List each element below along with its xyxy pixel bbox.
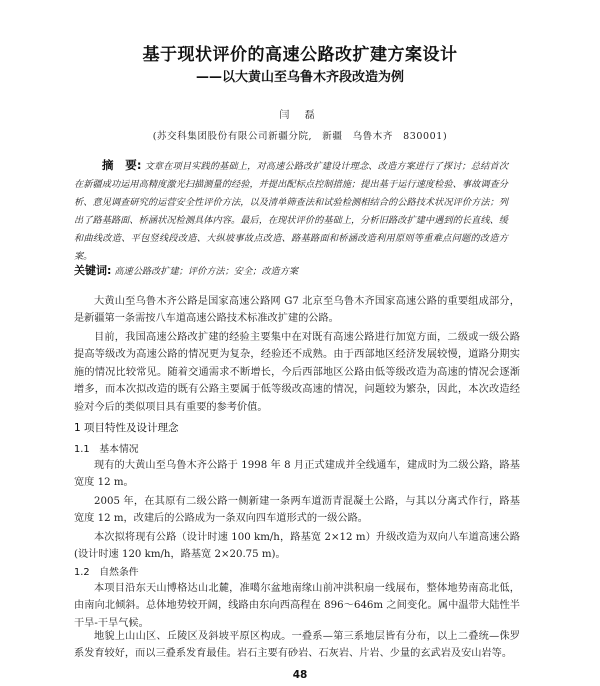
page-number: 48 [292,669,308,681]
paragraph-basic-2: 2005 年，在其原有二级公路一侧新建一条两车道沥青混凝土公路，与其以分离式作行，路基宽度 12 m，改建后的公路成为一条双向四车道形式的一级公路。 [74,496,520,525]
abstract-text: 文章在项目实践的基础上，对高速公路改扩建设计理念、改造方案进行了探讨；总结首次在新疆成功运用高精度激光扫描测量的经验，并提出配标点控制措施；提出基于运行速度检验、事故调查分析、意见调查研究的运营安全性评价方法，以及清单筛查法和试验检测相结合的公路技术状况评价方法；列出了路基路面、桥涵状况检测具体内容。最后，在现状评价的基础上，分析旧路改扩建中遇到的长直线、缓和曲线改造、平包竖线段改造、大纵坡事故点改造、路基路面和桥涵改造利用原则等重难点问题的改造方案。 [74,161,509,262]
author-name: 闫 磊 [279,110,321,121]
paragraph-intro-1: 大黄山至乌鲁木齐公路是国家高速公路网 G7 北京至乌鲁木齐国家高速公路的重要组成部分，是新疆第一条需按八车道高速公路技术标准改扩建的公路。 [74,296,520,325]
section-heading: 1 项目特性及设计理念 [74,422,179,434]
subsection-heading-nature: 1.2 自然条件 [74,567,139,578]
subsection-heading-basic: 1.1 基本情况 [74,444,139,455]
paragraph-nature-2: 地貌上山山区、丘陵区及斜坡平原区构成。一叠系—第三系地层皆有分布，以上二叠统—侏罗系发育较好，而以三叠系发育最佳。岩石主要有砂岩、石灰岩、片岩、少量的玄武岩及安山岩等。 [74,631,520,660]
keywords-label: 关键词: [74,264,112,277]
paragraph-basic-1: 现有的大黄山至乌鲁木齐公路于 1998 年 8 月正式建成并全线通车，建成时为二级公路，路基宽度 12 m。 [74,460,520,489]
abstract-label: 摘 要: [102,158,142,172]
author-affiliation: (苏交科集团股份有限公司新疆分院, 新疆 乌鲁木齐 830001) [152,131,448,142]
paragraph-nature-1: 本项目沿东天山博格达山北麓，准噶尔盆地南缘山前冲洪积扇一线展布，整体地势南高北低，由南向北倾斜。总体地势较开阔，线路由东向西高程在 896～646m 之间变化。属中温带大陆性半干旱-干旱气候。 [74,583,520,629]
paper-subtitle: ——以大黄山至乌鲁木齐段改造为例 [195,70,404,85]
keywords-text: 高速公路改扩建；评价方法；安全；改造方案 [114,266,299,277]
abstract [74,156,508,266]
paper-title: 基于现状评价的高速公路改扩建方案设计 [142,45,458,65]
paragraph-basic-3: 本次拟将现有公路（设计时速 100 km/h，路基宽 2×12 m）升级改造为双向八车道高速公路(设计时速 120 km/h，路基宽 2×20.75 m)。 [74,532,520,561]
paragraph-intro-2: 目前，我国高速公路改扩建的经验主要集中在对既有高速公路进行加宽方面，二级或一级公路提高等级改为高速公路的情况更为复杂，经验还不成熟。由于西部地区经济发展较慢，道路分期实施的情况比较常见。随着交通需求不断增长，今后西部地区公路由低等级改造为高速的情况会逐渐增多，而本次拟改造的既有公路主要属于低等级改高速的情况，问题较为繁杂，因此，本次改造经验对今后的类似项目具有重要的参考价值。 [74,332,520,413]
keywords [74,263,508,280]
